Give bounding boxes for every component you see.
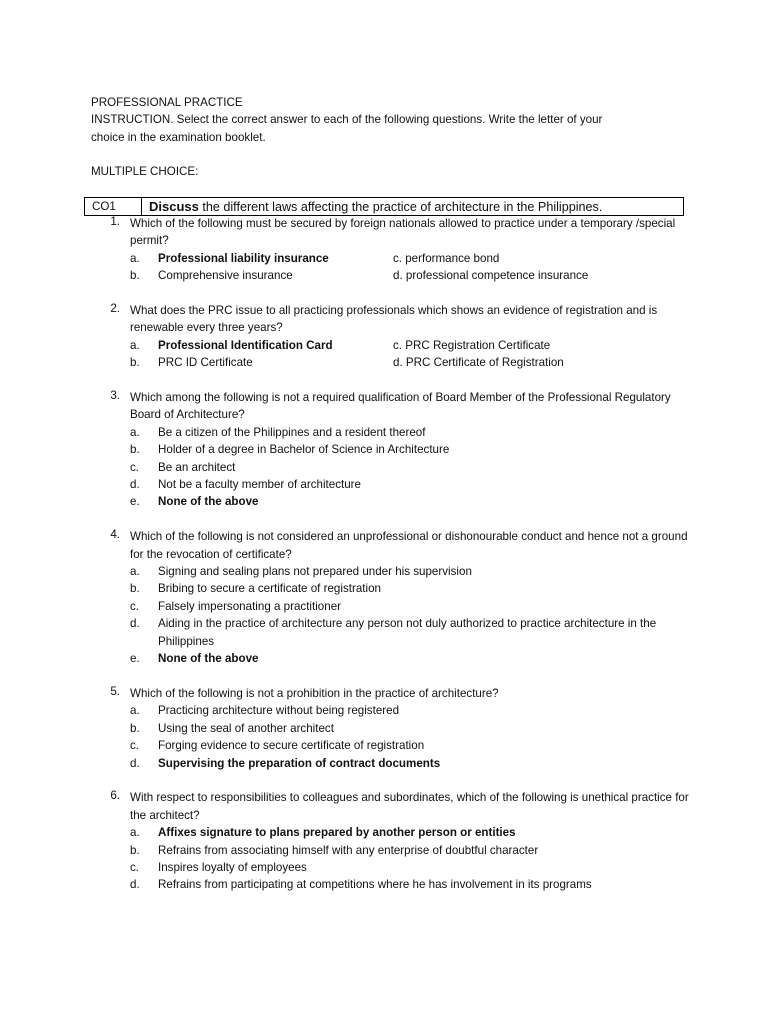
option-label: c. performance bond <box>393 251 500 265</box>
course-outcome-verb: Discuss <box>149 199 199 214</box>
option-label: Signing and sealing plans not prepared under his supervision <box>158 565 472 579</box>
option-label: Affixes signature to plans prepared by another person or entities <box>158 826 516 840</box>
option-a <box>130 824 690 841</box>
option-letter: c. <box>130 739 140 753</box>
option-label: Inspires loyalty of employees <box>158 860 307 874</box>
option-letter: a. <box>130 338 140 352</box>
option-letter: d. <box>130 756 140 770</box>
option-label: Holder of a degree in Bachelor of Science in Architecture <box>158 443 450 457</box>
option-label: None of the above <box>158 652 259 666</box>
option-letter: a. <box>130 565 140 579</box>
option-e <box>130 650 690 667</box>
option-label: Forging evidence to secure certificate of registration <box>158 739 425 753</box>
option-label: Refrains from participating at competitions where he has involvement in its programs <box>158 878 592 892</box>
option-c <box>130 598 690 615</box>
option-letter: c. <box>130 599 140 613</box>
option-label: Supervising the preparation of contract documents <box>158 756 441 770</box>
option-letter: e. <box>130 495 140 509</box>
question-text: Which of the following is not considered an unprofessional or dishonourable conduct and hence not a ground for the revocation of certificate? <box>130 530 688 561</box>
question-number: 3. <box>110 389 120 403</box>
option-c <box>130 459 690 476</box>
option-d <box>393 267 588 284</box>
question-number: 1. <box>110 215 120 228</box>
option-label: Aiding in the practice of architecture any person not duly authorized to practice architecture in the Philippines <box>158 617 657 648</box>
option-letter: d. <box>130 878 140 892</box>
option-letter: a. <box>130 425 140 439</box>
option-letter: b. <box>130 356 140 370</box>
question-1 <box>100 215 690 285</box>
option-a <box>130 337 393 354</box>
question-number: 6. <box>110 789 120 803</box>
option-b <box>130 354 393 371</box>
option-letter: d. <box>130 478 140 492</box>
course-outcome-text <box>142 198 683 215</box>
question-4 <box>100 528 690 667</box>
question-text: Which of the following is not a prohibition in the practice of architecture? <box>130 686 499 700</box>
option-label: PRC ID Certificate <box>158 356 253 370</box>
option-label: d. PRC Certificate of Registration <box>393 356 564 370</box>
option-label: Professional Identification Card <box>158 338 333 352</box>
option-letter: b. <box>130 721 140 735</box>
option-label: d. professional competence insurance <box>393 269 589 283</box>
course-outcome-table <box>84 197 684 216</box>
option-label: Not be a faculty member of architecture <box>158 478 361 492</box>
option-a <box>130 563 690 580</box>
option-b <box>130 580 690 597</box>
option-c <box>130 859 690 876</box>
document-header <box>91 94 691 181</box>
option-letter: c. <box>130 460 140 474</box>
option-letter: a. <box>130 826 140 840</box>
question-number: 2. <box>110 302 120 316</box>
question-text: With respect to responsibilities to colleagues and subordinates, which of the following is unethical practice for the architect? <box>130 791 689 822</box>
option-letter: d. <box>130 617 140 631</box>
option-label: Bribing to secure a certificate of registration <box>158 582 381 596</box>
instruction-line-2: choice in the examination booklet. <box>91 130 266 144</box>
option-c <box>393 337 550 354</box>
option-label: c. PRC Registration Certificate <box>393 338 551 352</box>
question-2 <box>100 302 690 372</box>
course-outcome-description: the different laws affecting the practice of architecture in the Philippines. <box>198 200 603 214</box>
option-letter: b. <box>130 443 140 457</box>
option-label: Professional liability insurance <box>158 251 329 265</box>
instruction-line-1: INSTRUCTION. Select the correct answer to each of the following questions. Write the letter of your <box>91 113 603 127</box>
option-d <box>130 755 690 772</box>
option-label: None of the above <box>158 495 259 509</box>
option-c <box>393 250 499 267</box>
option-letter: a. <box>130 251 140 265</box>
option-label: Falsely impersonating a practitioner <box>158 599 342 613</box>
question-number: 5. <box>110 684 120 698</box>
option-b <box>130 441 690 458</box>
option-b <box>130 842 690 859</box>
question-text: Which of the following must be secured by foreign nationals allowed to practice under a temporary /special permit? <box>130 217 676 248</box>
option-letter: e. <box>130 652 140 666</box>
option-letter: a. <box>130 704 140 718</box>
option-label: Using the seal of another architect <box>158 721 334 735</box>
option-label: Refrains from associating himself with any enterprise of doubtful character <box>158 843 539 857</box>
option-b <box>130 267 393 284</box>
option-letter: c. <box>130 860 140 874</box>
option-c <box>130 737 690 754</box>
option-label: Be a citizen of the Philippines and a resident thereof <box>158 425 426 439</box>
option-b <box>130 720 690 737</box>
option-d <box>393 354 564 371</box>
option-letter: b. <box>130 843 140 857</box>
section-heading: MULTIPLE CHOICE: <box>91 165 199 179</box>
option-d <box>130 476 690 493</box>
question-text: What does the PRC issue to all practicing professionals which shows an evidence of registration and is renewable every three years? <box>130 304 658 335</box>
option-a <box>130 702 690 719</box>
question-number: 4. <box>110 528 120 542</box>
option-label: Practicing architecture without being registered <box>158 704 400 718</box>
option-letter: b. <box>130 582 140 596</box>
document-title: PROFESSIONAL PRACTICE <box>91 96 243 109</box>
option-a <box>130 424 690 441</box>
question-3 <box>100 389 690 511</box>
option-d <box>130 876 690 893</box>
option-letter: b. <box>130 269 140 283</box>
option-e <box>130 493 690 510</box>
option-a <box>130 250 393 267</box>
option-label: Comprehensive insurance <box>158 269 293 283</box>
option-label: Be an architect <box>158 460 236 474</box>
question-text: Which among the following is not a required qualification of Board Member of the Professional Regulatory Board of Architecture? <box>130 391 671 422</box>
question-list <box>100 215 690 911</box>
course-outcome-code: CO1 <box>85 198 142 215</box>
option-d <box>130 615 690 650</box>
question-6 <box>100 789 690 893</box>
question-5 <box>100 685 690 772</box>
